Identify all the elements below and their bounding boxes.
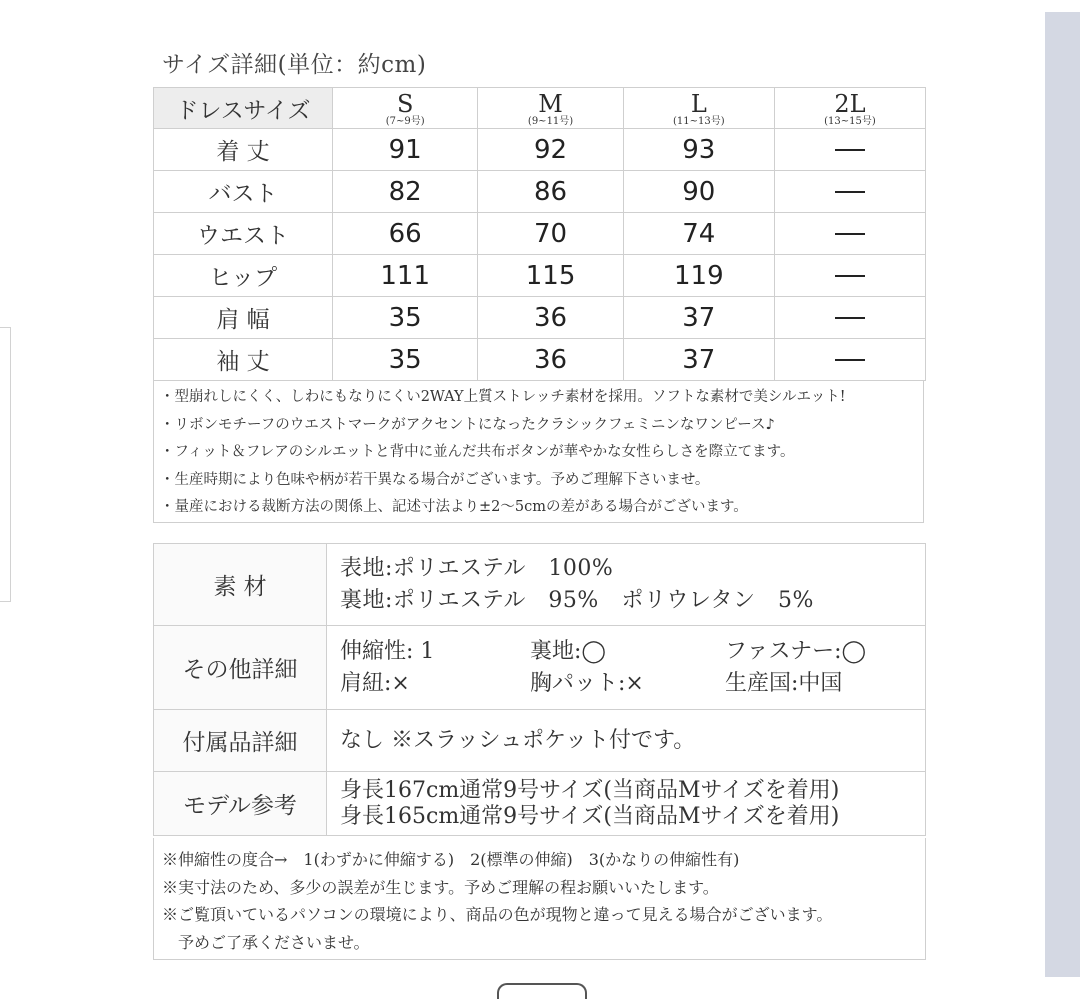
accessories-content: なし ※スラッシュポケット付です。 bbox=[327, 710, 926, 772]
footer-note-line: ※実寸法のため、多少の誤差が生じます。予めご理解の程お願いいたします。 bbox=[162, 877, 719, 897]
table-cell: 119 bbox=[623, 255, 774, 297]
material-line: 裏地:ポリエステル 95% ポリウレタン 5% bbox=[340, 587, 814, 613]
other-detail-grid bbox=[340, 636, 925, 700]
size-range: (7~9号) bbox=[385, 115, 425, 127]
left-side-frame bbox=[0, 327, 11, 602]
row-label: 肩 幅 bbox=[154, 297, 333, 339]
row-label: 袖 丈 bbox=[154, 339, 333, 381]
material-row bbox=[154, 544, 926, 626]
table-cell: 111 bbox=[333, 255, 478, 297]
right-side-panel bbox=[1045, 12, 1080, 977]
dash-mark bbox=[835, 359, 865, 361]
table-cell-empty bbox=[774, 171, 925, 213]
shoulder-strap-value: 肩紐:× bbox=[340, 670, 410, 696]
table-row bbox=[154, 339, 926, 381]
note-line: ・フィット＆フレアのシルエットと背中に並んだ共布ボタンが華やかな女性らしさを際立てます。 bbox=[160, 444, 795, 461]
size-name: S bbox=[396, 89, 414, 118]
product-notes bbox=[153, 380, 924, 523]
dash-mark bbox=[835, 317, 865, 319]
table-cell-empty bbox=[774, 129, 925, 171]
table-cell: 37 bbox=[623, 339, 774, 381]
size-range: (11~13号) bbox=[672, 115, 725, 127]
size-detail-title: サイズ詳細(単位：約cm) bbox=[162, 52, 427, 78]
bra-pad-value: 胸パット:× bbox=[530, 670, 644, 696]
size-header-label: ドレスサイズ bbox=[154, 88, 333, 129]
table-cell-empty bbox=[774, 339, 925, 381]
table-cell: 93 bbox=[623, 129, 774, 171]
size-col-2l bbox=[774, 88, 925, 129]
table-cell: 74 bbox=[623, 213, 774, 255]
table-cell: 90 bbox=[623, 171, 774, 213]
other-detail-content bbox=[327, 626, 926, 710]
other-detail-label: その他詳細 bbox=[154, 626, 327, 710]
size-table bbox=[153, 87, 926, 381]
table-cell: 92 bbox=[478, 129, 623, 171]
footer-notes bbox=[153, 838, 926, 960]
table-row bbox=[154, 213, 926, 255]
row-label: バスト bbox=[154, 171, 333, 213]
size-range: (9~11号) bbox=[527, 115, 574, 127]
table-cell-empty bbox=[774, 255, 925, 297]
detail-table bbox=[153, 543, 926, 836]
table-cell: 35 bbox=[333, 297, 478, 339]
table-cell: 91 bbox=[333, 129, 478, 171]
table-cell: 37 bbox=[623, 297, 774, 339]
table-cell: 82 bbox=[333, 171, 478, 213]
table-cell: 35 bbox=[333, 339, 478, 381]
row-label: 着 丈 bbox=[154, 129, 333, 171]
note-line: ・リボンモチーフのウエストマークがアクセントになったクラシックフェミニンなワンピース♪ bbox=[160, 416, 775, 433]
note-line: ・型崩れしにくく、しわにもなりにくい2WAY上質ストレッチ素材を採用。ソフトな素材で美シルエット! bbox=[160, 389, 846, 405]
row-label: ウエスト bbox=[154, 213, 333, 255]
table-cell: 36 bbox=[478, 339, 623, 381]
table-cell-empty bbox=[774, 297, 925, 339]
note-line: ・生産時期により色味や柄が若干異なる場合がございます。予めご理解下さいませ。 bbox=[160, 471, 710, 488]
origin-value: 生産国:中国 bbox=[725, 670, 843, 696]
footer-note-line: ※ご覧頂いているパソコンの環境により、商品の色が現物と違って見える場合がございます。 bbox=[162, 905, 833, 924]
dash-mark bbox=[835, 275, 865, 277]
table-cell-empty bbox=[774, 213, 925, 255]
table-cell: 86 bbox=[478, 171, 623, 213]
stretch-value: 伸縮性: 1 bbox=[340, 638, 435, 664]
size-name: L bbox=[690, 89, 707, 118]
table-row bbox=[154, 129, 926, 171]
table-row bbox=[154, 171, 926, 213]
size-header-row bbox=[154, 88, 926, 129]
lining-value: 裏地:◯ bbox=[530, 638, 607, 664]
dash-mark bbox=[835, 191, 865, 193]
model-line: 身長167cm通常9号サイズ(当商品Mサイズを着用) bbox=[340, 777, 840, 803]
size-range: (13~15号) bbox=[824, 115, 876, 127]
material-label: 素 材 bbox=[154, 544, 327, 626]
bottom-scroll-tab[interactable] bbox=[497, 983, 587, 999]
material-line: 表地:ポリエステル 100% bbox=[340, 555, 614, 581]
size-col-l bbox=[623, 88, 774, 129]
table-cell: 36 bbox=[478, 297, 623, 339]
material-content bbox=[327, 544, 926, 626]
fastener-value: ファスナー:◯ bbox=[725, 638, 867, 664]
model-label: モデル参考 bbox=[154, 772, 327, 836]
row-label: ヒップ bbox=[154, 255, 333, 297]
table-cell: 115 bbox=[478, 255, 623, 297]
table-row bbox=[154, 297, 926, 339]
accessories-row bbox=[154, 710, 926, 772]
model-content bbox=[327, 772, 926, 836]
footer-note-line: 予めご了承くださいませ。 bbox=[162, 932, 370, 952]
model-row bbox=[154, 772, 926, 836]
note-line: ・量産における裁断方法の関係上、記述寸法より±2～5cmの差がある場合がございます。 bbox=[160, 499, 748, 516]
accessories-label: 付属品詳細 bbox=[154, 710, 327, 772]
table-cell: 66 bbox=[333, 213, 478, 255]
model-line: 身長165cm通常9号サイズ(当商品Mサイズを着用) bbox=[340, 803, 840, 829]
dash-mark bbox=[835, 149, 865, 151]
size-name: 2L bbox=[834, 89, 866, 118]
size-col-s bbox=[333, 88, 478, 129]
other-detail-row bbox=[154, 626, 926, 710]
footer-note-line: ※伸縮性の度合→ 1(わずかに伸縮する) 2(標準の伸縮) 3(かなりの伸縮性有) bbox=[162, 850, 740, 869]
size-col-m bbox=[478, 88, 623, 129]
table-cell: 70 bbox=[478, 213, 623, 255]
table-row bbox=[154, 255, 926, 297]
dash-mark bbox=[835, 233, 865, 235]
size-name: M bbox=[538, 89, 563, 118]
